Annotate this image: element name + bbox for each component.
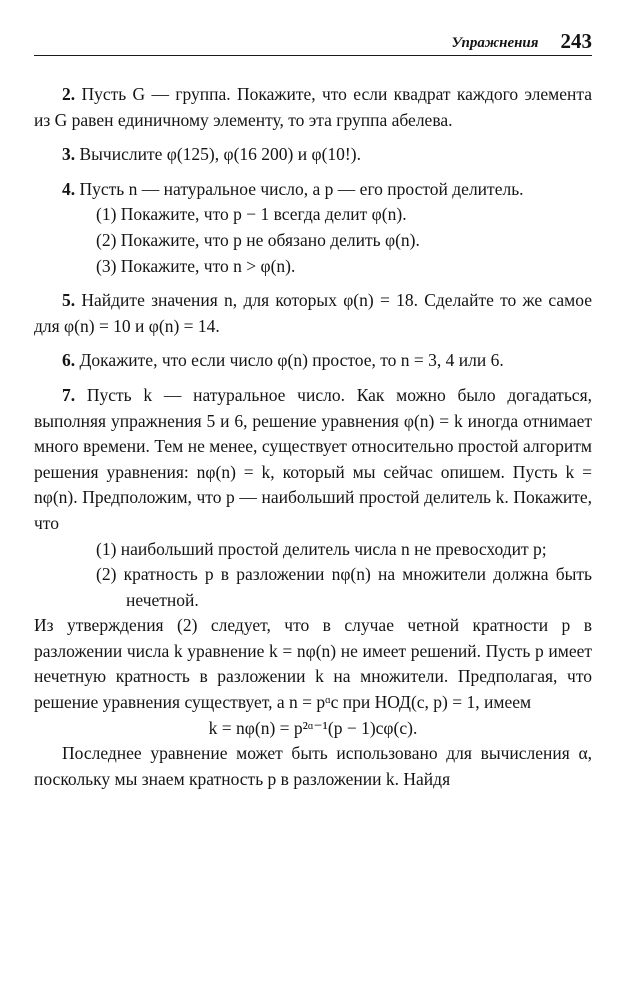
body-paragraph: Из утверждения (2) следует, что в случае четной кратности p в разложении числа k уравнение k = nφ(n) не имеет решений. Пусть p имеет нечетную кратность в разложении k на множители. Предполагая, что решение уравнения существует, а n = pᵅc при НОД(c, p) = 1, имеем [34, 615, 592, 713]
body-paragraph: Последнее уравнение может быть использовано для вычисления α, поскольку мы знаем кратность p в разложении k. Найдя [34, 743, 592, 789]
exercise-number: 3. [62, 144, 76, 165]
exercise-items [96, 537, 592, 614]
exercise-number: 2. [62, 84, 76, 104]
exercise-text: Вычислите φ(125), φ(16 200) и φ(10!). [75, 144, 361, 165]
exercise-text: Пусть G — группа. Покажите, что если квадрат каждого элемента из G равен единичному элементу, то эта группа абелева. [34, 84, 592, 130]
exercise-text: Пусть n — натуральное число, а p — его простой делитель. [75, 178, 524, 199]
page-number: 243 [560, 29, 592, 53]
display-formula: k = nφ(n) = p²ᵅ⁻¹(p − 1)cφ(c). [208, 717, 418, 738]
exercise-5 [34, 288, 592, 339]
exercise-number: 7. [62, 384, 76, 405]
exercise-paragraph [34, 348, 592, 374]
section-title: Упражнения [451, 35, 539, 51]
exercise-text: Найдите значения n, для которых φ(n) = 18. Сделайте то же самое для φ(n) = 10 и φ(n) = 14. [34, 290, 592, 336]
exercise-4 [34, 177, 592, 279]
exercise-paragraph [34, 142, 592, 168]
running-header [34, 26, 592, 56]
exercise-item: (2) Покажите, что p не обязано делить φ(n). [96, 229, 420, 250]
exercise-paragraph [34, 177, 592, 203]
exercise-paragraph [34, 383, 592, 537]
page-body [34, 82, 592, 792]
exercise-items [96, 202, 592, 279]
exercise-item: (2) кратность p в разложении nφ(n) на множители должна быть нечетной. [96, 564, 592, 610]
exercise-text: Докажите, что если число φ(n) простое, то n = 3, 4 или 6. [75, 350, 504, 371]
exercise-paragraph [34, 288, 592, 339]
exercise-paragraph [34, 82, 592, 133]
exercise-item: (1) наибольший простой делитель числа n не превосходит p; [96, 538, 547, 559]
exercise-6 [34, 348, 592, 374]
exercise-number: 4. [62, 178, 76, 199]
exercise-number: 5. [62, 290, 76, 311]
exercise-item: (1) Покажите, что p − 1 всегда делит φ(n). [96, 204, 407, 225]
exercise-text: Пусть k — натуральное число. Как можно было догадаться, выполняя упражнения 5 и 6, решение уравнения φ(n) = k иногда отнимает много времени. Тем не менее, существует относительно простой алгоритм решения уравнения: nφ(n) = k, который мы сейчас опишем. Пусть k = nφ(n). Предположим, что p — наибольший простой делитель k. Покажите, что [34, 384, 592, 533]
exercise-3 [34, 142, 592, 168]
exercise-7 [34, 383, 592, 613]
exercise-2 [34, 82, 592, 133]
exercise-number: 6. [62, 350, 76, 371]
exercise-item: (3) Покажите, что n > φ(n). [96, 255, 296, 276]
